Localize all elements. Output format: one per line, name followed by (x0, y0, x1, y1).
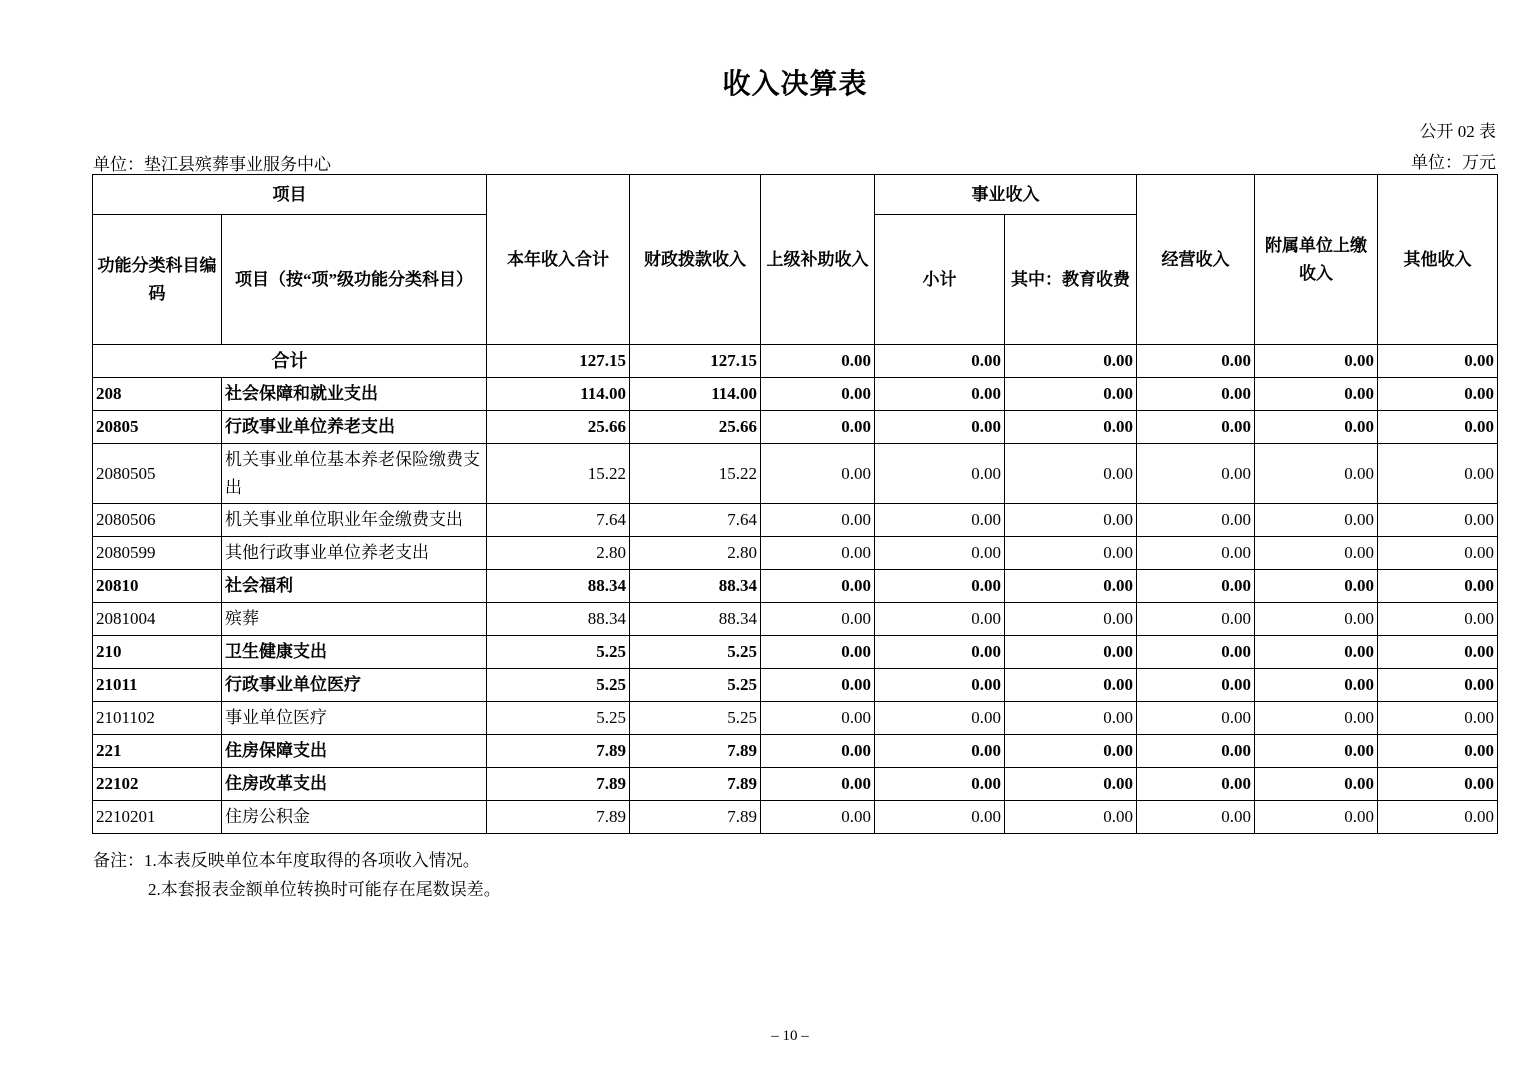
row-name: 住房改革支出 (222, 768, 487, 801)
row-value: 0.00 (1137, 669, 1255, 702)
row-value: 0.00 (761, 444, 875, 504)
row-value: 0.00 (761, 669, 875, 702)
row-value: 0.00 (1005, 504, 1137, 537)
row-value: 0.00 (1005, 411, 1137, 444)
total-value: 127.15 (487, 345, 630, 378)
row-value: 0.00 (875, 636, 1005, 669)
organization-unit: 单位：垫江县殡葬事业服务中心 (93, 155, 331, 174)
header-code: 功能分类科目编码 (93, 215, 222, 345)
row-value: 0.00 (1005, 570, 1137, 603)
row-value: 0.00 (1378, 636, 1498, 669)
row-value: 0.00 (761, 537, 875, 570)
table-row (93, 702, 1498, 735)
row-value: 0.00 (1005, 768, 1137, 801)
row-value: 5.25 (487, 669, 630, 702)
header-project-group: 项目 (93, 175, 487, 215)
row-value: 7.64 (630, 504, 761, 537)
row-value: 0.00 (875, 768, 1005, 801)
row-value: 7.89 (630, 801, 761, 834)
row-value: 0.00 (875, 702, 1005, 735)
row-value: 0.00 (1005, 378, 1137, 411)
row-value: 0.00 (875, 444, 1005, 504)
header-affiliated: 附属单位上缴收入 (1255, 175, 1378, 345)
row-value: 7.89 (630, 735, 761, 768)
table-row (93, 378, 1498, 411)
row-value: 0.00 (1255, 702, 1378, 735)
row-value: 0.00 (1005, 603, 1137, 636)
header-business-group: 事业收入 (875, 175, 1137, 215)
row-value: 0.00 (1255, 378, 1378, 411)
total-value: 0.00 (1255, 345, 1378, 378)
row-value: 5.25 (487, 702, 630, 735)
header-other: 其他收入 (1378, 175, 1498, 345)
row-value: 88.34 (487, 603, 630, 636)
row-value: 114.00 (630, 378, 761, 411)
row-value: 0.00 (1137, 444, 1255, 504)
row-name: 社会福利 (222, 570, 487, 603)
row-name: 其他行政事业单位养老支出 (222, 537, 487, 570)
row-value: 2.80 (487, 537, 630, 570)
income-table (92, 174, 1498, 834)
row-name: 行政事业单位养老支出 (222, 411, 487, 444)
row-value: 0.00 (1005, 669, 1137, 702)
page-number: – 10 – (771, 1028, 809, 1044)
row-value: 0.00 (1137, 378, 1255, 411)
row-value: 0.00 (1005, 444, 1137, 504)
row-code: 2101102 (93, 702, 222, 735)
row-code: 2210201 (93, 801, 222, 834)
row-value: 0.00 (1137, 411, 1255, 444)
row-code: 22102 (93, 768, 222, 801)
total-value: 0.00 (1378, 345, 1498, 378)
row-code: 2080505 (93, 444, 222, 504)
row-value: 25.66 (487, 411, 630, 444)
row-name: 行政事业单位医疗 (222, 669, 487, 702)
row-value: 0.00 (1378, 669, 1498, 702)
row-value: 0.00 (1255, 570, 1378, 603)
row-value: 0.00 (761, 411, 875, 444)
header-operating: 经营收入 (1137, 175, 1255, 345)
row-code: 221 (93, 735, 222, 768)
header-education: 其中：教育收费 (1005, 215, 1137, 345)
row-name: 住房公积金 (222, 801, 487, 834)
row-value: 0.00 (1378, 411, 1498, 444)
row-value: 7.64 (487, 504, 630, 537)
row-value: 0.00 (1255, 636, 1378, 669)
row-value: 0.00 (875, 570, 1005, 603)
row-value: 0.00 (1255, 669, 1378, 702)
row-value: 7.89 (487, 768, 630, 801)
row-value: 0.00 (1378, 768, 1498, 801)
row-name: 卫生健康支出 (222, 636, 487, 669)
row-value: 5.25 (487, 636, 630, 669)
row-value: 0.00 (761, 636, 875, 669)
row-value: 0.00 (1378, 444, 1498, 504)
row-name: 殡葬 (222, 603, 487, 636)
header-fiscal: 财政拨款收入 (630, 175, 761, 345)
row-code: 210 (93, 636, 222, 669)
row-value: 0.00 (1255, 801, 1378, 834)
total-value: 127.15 (630, 345, 761, 378)
report-title: 收入决算表 (722, 69, 868, 100)
row-value: 0.00 (1137, 603, 1255, 636)
row-value: 0.00 (1378, 537, 1498, 570)
row-value: 0.00 (875, 735, 1005, 768)
row-value: 0.00 (875, 411, 1005, 444)
table-row (93, 735, 1498, 768)
row-name: 事业单位医疗 (222, 702, 487, 735)
row-value: 0.00 (761, 603, 875, 636)
row-value: 0.00 (1005, 801, 1137, 834)
table-row (93, 444, 1498, 504)
total-value: 0.00 (1137, 345, 1255, 378)
row-value: 0.00 (1255, 444, 1378, 504)
row-value: 0.00 (761, 378, 875, 411)
row-value: 0.00 (1137, 735, 1255, 768)
note-1: 备注：1.本表反映单位本年度取得的各项收入情况。 (93, 851, 480, 870)
table-row (93, 801, 1498, 834)
row-code: 2081004 (93, 603, 222, 636)
row-value: 7.89 (487, 735, 630, 768)
row-value: 2.80 (630, 537, 761, 570)
row-value: 88.34 (630, 603, 761, 636)
row-value: 0.00 (1255, 504, 1378, 537)
row-value: 0.00 (761, 735, 875, 768)
row-value: 0.00 (1137, 504, 1255, 537)
row-value: 0.00 (1378, 801, 1498, 834)
row-value: 0.00 (1255, 768, 1378, 801)
header-subtotal: 小计 (875, 215, 1005, 345)
currency-unit: 单位：万元 (1411, 153, 1496, 172)
form-code: 公开 02 表 (1419, 122, 1496, 141)
row-value: 25.66 (630, 411, 761, 444)
row-value: 0.00 (1137, 801, 1255, 834)
row-value: 0.00 (875, 669, 1005, 702)
row-value: 0.00 (1255, 411, 1378, 444)
total-row (93, 345, 1498, 378)
row-value: 0.00 (1378, 570, 1498, 603)
table-row (93, 768, 1498, 801)
table-row (93, 411, 1498, 444)
row-value: 5.25 (630, 702, 761, 735)
row-value: 0.00 (875, 378, 1005, 411)
row-value: 0.00 (1137, 768, 1255, 801)
row-value: 0.00 (1137, 702, 1255, 735)
row-code: 2080506 (93, 504, 222, 537)
row-value: 15.22 (630, 444, 761, 504)
row-value: 0.00 (1378, 603, 1498, 636)
header-superior: 上级补助收入 (761, 175, 875, 345)
row-value: 0.00 (1378, 702, 1498, 735)
row-name: 机关事业单位基本养老保险缴费支出 (222, 444, 487, 504)
table-header (93, 175, 1498, 345)
row-value: 0.00 (1255, 735, 1378, 768)
row-value: 7.89 (487, 801, 630, 834)
row-value: 0.00 (1378, 378, 1498, 411)
row-value: 0.00 (1255, 603, 1378, 636)
row-value: 0.00 (761, 768, 875, 801)
row-code: 208 (93, 378, 222, 411)
header-total: 本年收入合计 (487, 175, 630, 345)
row-code: 20810 (93, 570, 222, 603)
row-value: 0.00 (875, 504, 1005, 537)
row-value: 7.89 (630, 768, 761, 801)
total-label: 合计 (93, 345, 487, 378)
notes (93, 846, 501, 904)
row-value: 5.25 (630, 669, 761, 702)
row-value: 0.00 (875, 537, 1005, 570)
header-name: 项目（按“项”级功能分类科目） (222, 215, 487, 345)
row-value: 0.00 (761, 702, 875, 735)
row-value: 0.00 (1005, 735, 1137, 768)
row-value: 0.00 (761, 801, 875, 834)
row-value: 0.00 (1005, 702, 1137, 735)
row-value: 5.25 (630, 636, 761, 669)
table-row (93, 636, 1498, 669)
row-value: 114.00 (487, 378, 630, 411)
row-code: 20805 (93, 411, 222, 444)
row-value: 88.34 (487, 570, 630, 603)
table-row (93, 669, 1498, 702)
row-value: 0.00 (1137, 570, 1255, 603)
table-row (93, 504, 1498, 537)
total-value: 0.00 (761, 345, 875, 378)
row-value: 15.22 (487, 444, 630, 504)
table-row (93, 537, 1498, 570)
row-value: 0.00 (761, 570, 875, 603)
row-name: 社会保障和就业支出 (222, 378, 487, 411)
row-value: 0.00 (1137, 636, 1255, 669)
row-value: 0.00 (1255, 537, 1378, 570)
row-code: 21011 (93, 669, 222, 702)
row-value: 0.00 (1378, 504, 1498, 537)
row-value: 88.34 (630, 570, 761, 603)
table-body (93, 345, 1498, 834)
total-value: 0.00 (875, 345, 1005, 378)
row-value: 0.00 (875, 801, 1005, 834)
table-row (93, 570, 1498, 603)
row-name: 住房保障支出 (222, 735, 487, 768)
row-code: 2080599 (93, 537, 222, 570)
row-value: 0.00 (761, 504, 875, 537)
row-name: 机关事业单位职业年金缴费支出 (222, 504, 487, 537)
note-2: 2.本套报表金额单位转换时可能存在尾数误差。 (148, 880, 501, 899)
row-value: 0.00 (875, 603, 1005, 636)
row-value: 0.00 (1137, 537, 1255, 570)
row-value: 0.00 (1005, 636, 1137, 669)
row-value: 0.00 (1378, 735, 1498, 768)
table-row (93, 603, 1498, 636)
total-value: 0.00 (1005, 345, 1137, 378)
row-value: 0.00 (1005, 537, 1137, 570)
